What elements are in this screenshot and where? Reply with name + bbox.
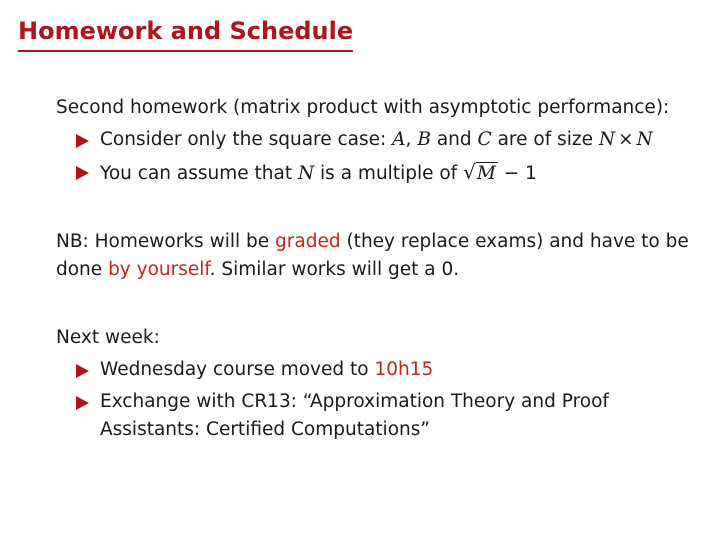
bullet-text: You can assume that [100, 163, 293, 184]
math-a: A [392, 129, 406, 150]
and-text: and [436, 129, 472, 150]
math-n: N [297, 163, 315, 184]
comma: , [405, 129, 412, 150]
bullet-text: Exchange with CR13: “Approximation Theory and Proof Assistants: Certified Computations” [100, 391, 609, 440]
time-highlight: 10h15 [374, 359, 434, 380]
homework-bullet-multiple [56, 158, 696, 188]
nb-text: . Similar works will get a 0. [209, 259, 460, 280]
nb-text: (they replace exams) and have to be done [56, 231, 689, 280]
next-week-bullet-exchange [56, 388, 696, 444]
times-symbol: × [618, 129, 634, 150]
homework-bullet-square-case [56, 126, 696, 154]
math-n: N [636, 129, 653, 150]
math-n: N [598, 129, 616, 150]
math-c: C [477, 129, 492, 150]
triangle-bullet-icon [76, 396, 89, 410]
triangle-bullet-icon [76, 166, 89, 180]
size-text: are of size [497, 129, 593, 150]
multiple-text: is a multiple of [320, 163, 458, 184]
next-week-bullet-wednesday [56, 356, 696, 384]
slide-title: Homework and Schedule [18, 16, 353, 52]
math-b: B [417, 129, 431, 150]
sqrt-symbol: √ [463, 160, 476, 184]
triangle-bullet-icon [76, 364, 89, 378]
minus-one: − 1 [503, 163, 537, 184]
next-week-bullet-list [56, 356, 696, 444]
math-m: M [476, 163, 496, 184]
nb-paragraph [56, 228, 696, 284]
slide-content [56, 94, 696, 444]
bullet-text: Consider only the square case: [100, 129, 387, 150]
homework-intro: Second homework (matrix product with asymptotic performance): [56, 97, 670, 118]
math-sqrt-expression [463, 160, 537, 184]
next-week-heading: Next week: [56, 327, 160, 348]
graded-highlight: graded [275, 231, 341, 252]
bullet-text: Wednesday course moved to [100, 359, 369, 380]
nb-text: NB: Homeworks will be [56, 231, 270, 252]
math-n-times-n [599, 129, 653, 150]
by-yourself-highlight: by yourself [108, 259, 210, 280]
homework-bullet-list [56, 126, 696, 188]
triangle-bullet-icon [76, 134, 89, 148]
